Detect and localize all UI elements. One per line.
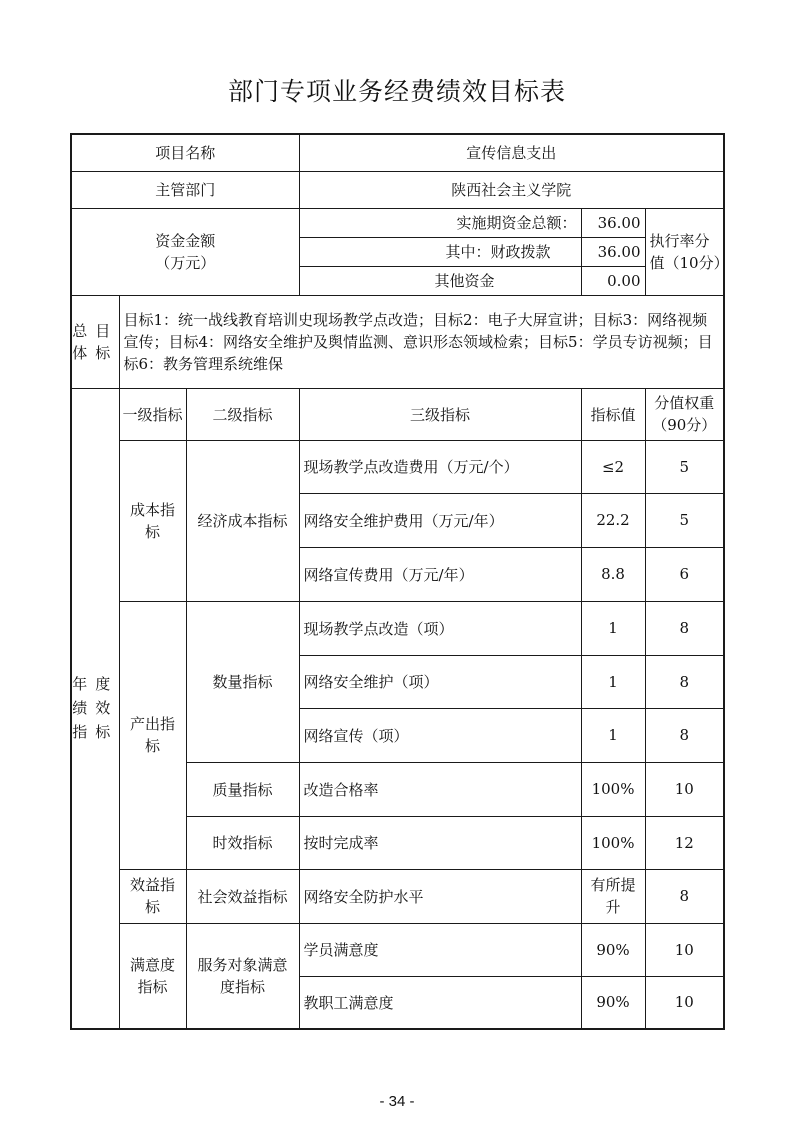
subgroup-timeliness: 时效指标 <box>186 816 299 869</box>
funds-row-total <box>71 208 724 237</box>
row-value: 1 <box>581 655 645 708</box>
row-value: 有所提 升 <box>581 869 645 923</box>
row-name: 网络安全维护费用（万元/年） <box>299 493 581 547</box>
funds-other-value: 0.00 <box>581 266 645 295</box>
page-number: - 34 - <box>379 1093 415 1110</box>
funds-total-value: 36.00 <box>581 208 645 237</box>
funds-label: 资金金额 （万元） <box>71 208 299 295</box>
group-cost: 成本指 标 <box>119 440 186 601</box>
row-value: 1 <box>581 601 645 655</box>
overall-goal-row <box>71 295 724 388</box>
row-value: 100% <box>581 762 645 816</box>
row-weight: 6 <box>645 547 724 601</box>
group-satisfaction: 满意度 指标 <box>119 923 186 1029</box>
subgroup-quality: 质量指标 <box>186 762 299 816</box>
project-name-value: 宣传信息支出 <box>299 134 724 171</box>
row-weight: 10 <box>645 762 724 816</box>
header-weight: 分值权重 （90分） <box>645 388 724 440</box>
row-weight: 10 <box>645 976 724 1029</box>
header-value: 指标值 <box>581 388 645 440</box>
row-name: 网络安全防护水平 <box>299 869 581 923</box>
performance-table <box>70 133 729 1030</box>
subgroup-economic-cost: 经济成本指标 <box>186 440 299 601</box>
row-value: 90% <box>581 976 645 1029</box>
table-row <box>71 601 724 655</box>
row-weight: 8 <box>645 655 724 708</box>
row-weight: 8 <box>645 601 724 655</box>
row-name: 教职工满意度 <box>299 976 581 1029</box>
row-name: 网络宣传（项） <box>299 708 581 762</box>
subgroup-service-satisfaction: 服务对象满意 度指标 <box>186 923 299 1029</box>
row-value: 8.8 <box>581 547 645 601</box>
funds-fiscal-label: 其中：财政拨款 <box>299 237 581 266</box>
funds-other-label: 其他资金 <box>299 266 581 295</box>
header-level1: 一级指标 <box>119 388 186 440</box>
row-weight: 8 <box>645 708 724 762</box>
row-value: 100% <box>581 816 645 869</box>
subgroup-quantity: 数量指标 <box>186 601 299 762</box>
dept-label: 主管部门 <box>71 171 299 208</box>
row-name: 现场教学点改造费用（万元/个） <box>299 440 581 493</box>
row-value: ≤2 <box>581 440 645 493</box>
row-name: 网络宣传费用（万元/年） <box>299 547 581 601</box>
table-row <box>71 440 724 493</box>
row-weight: 8 <box>645 869 724 923</box>
dept-value: 陕西社会主义学院 <box>299 171 724 208</box>
row-value: 22.2 <box>581 493 645 547</box>
header-level2: 二级指标 <box>186 388 299 440</box>
row-value: 90% <box>581 923 645 976</box>
exec-rate-label: 执行率分值（10分） <box>645 208 724 295</box>
group-benefit: 效益指 标 <box>119 869 186 923</box>
subgroup-social-benefit: 社会效益指标 <box>186 869 299 923</box>
group-output: 产出指 标 <box>119 601 186 869</box>
dept-row <box>71 171 724 208</box>
row-weight: 12 <box>645 816 724 869</box>
project-name-row <box>71 134 724 171</box>
row-name: 学员满意度 <box>299 923 581 976</box>
overall-goal-label: 总目 体标 <box>71 295 119 388</box>
row-name: 现场教学点改造（项） <box>299 601 581 655</box>
overall-goal-text: 目标1：统一战线教育培训史现场教学点改造；目标2：电子大屏宣讲；目标3：网络视频宣传；目标4：网络安全维护及舆情监测、意识形态领域检索；目标5：学员专访视频；目标6：教务管理系统维保 <box>119 295 724 388</box>
annual-indicator-label: 年度 绩效 指标 <box>71 388 119 1029</box>
row-name: 按时完成率 <box>299 816 581 869</box>
row-weight: 5 <box>645 440 724 493</box>
funds-fiscal-value: 36.00 <box>581 237 645 266</box>
row-value: 1 <box>581 708 645 762</box>
row-name: 网络安全维护（项） <box>299 655 581 708</box>
page-title: 部门专项业务经费绩效目标表 <box>227 77 566 106</box>
project-name-label: 项目名称 <box>71 134 299 171</box>
table-row <box>71 869 724 923</box>
table-row <box>71 923 724 976</box>
row-weight: 10 <box>645 923 724 976</box>
row-name: 改造合格率 <box>299 762 581 816</box>
row-weight: 5 <box>645 493 724 547</box>
indicator-header-row <box>71 388 724 440</box>
funds-total-label: 实施期资金总额： <box>299 208 581 237</box>
header-level3: 三级指标 <box>299 388 581 440</box>
